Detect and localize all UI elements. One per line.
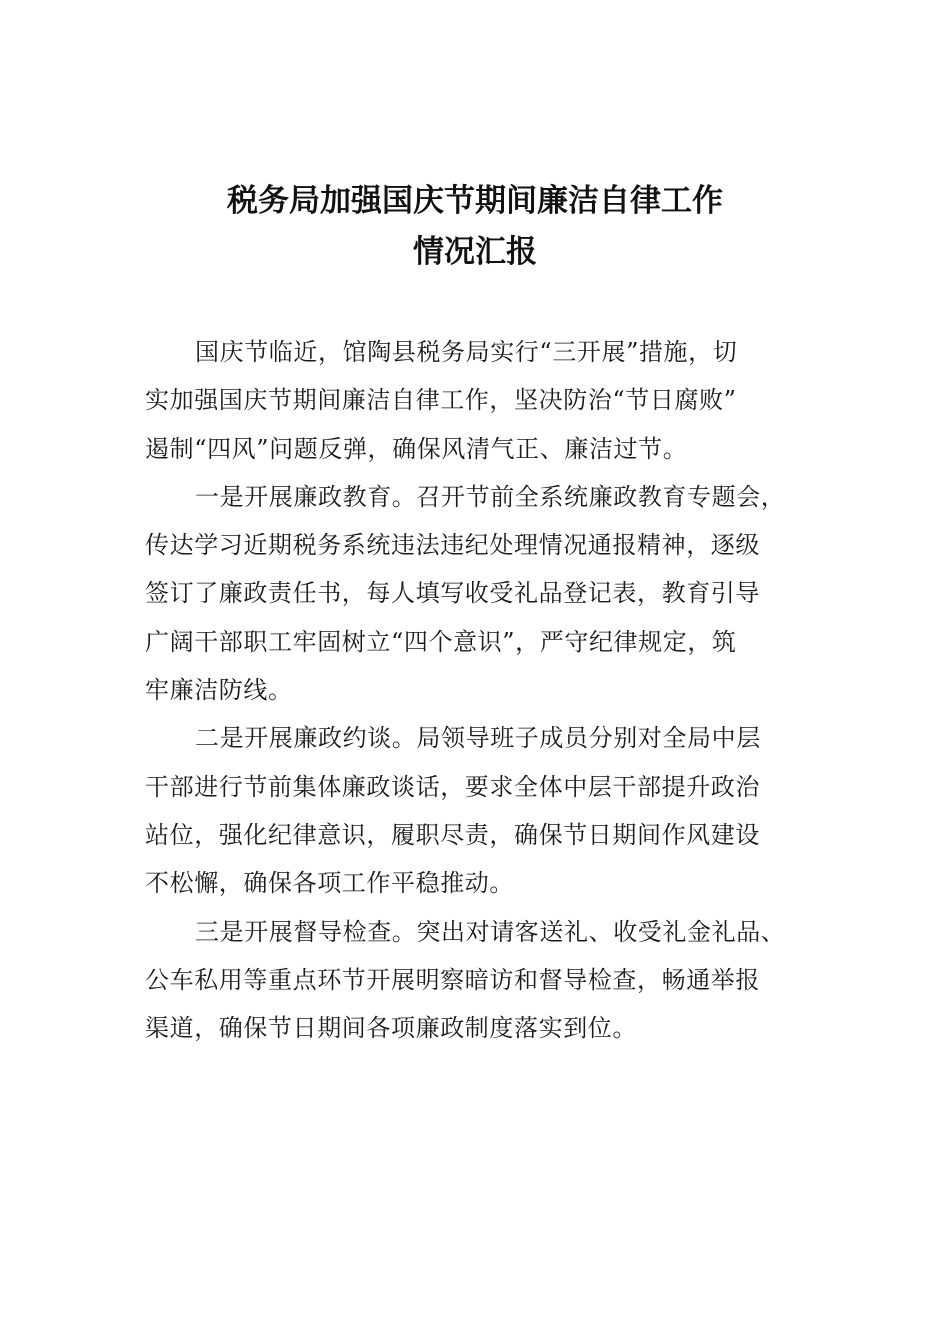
document-title	[0, 176, 950, 278]
paragraph-line: 二是开展廉政约谈。局领导班子成员分别对全局中层	[195, 724, 761, 753]
paragraph-inspection	[145, 908, 807, 1053]
paragraph-line: 广阔干部职工牢固树立“四个意识”，严守纪律规定，筑	[145, 627, 737, 656]
paragraph-line: 传达学习近期税务系统违法违纪处理情况通报精神，逐级	[145, 531, 760, 560]
paragraph-interview	[145, 714, 807, 907]
paragraph-line: 一是开展廉政教育。召开节前全系统廉政教育专题会，	[195, 482, 786, 511]
paragraph-line: 三是开展督导检查。突出对请客送礼、收受礼金礼品、	[195, 917, 786, 946]
paragraph-line: 牢廉洁防线。	[145, 676, 293, 705]
paragraph-line: 签订了廉政责任书，每人填写收受礼品登记表，教育引导	[145, 579, 760, 608]
paragraph-line: 不松懈，确保各项工作平稳推动。	[145, 869, 514, 898]
paragraph-line: 遏制“四风”问题反弹，确保风清气正、廉洁过节。	[145, 434, 688, 463]
title-line-2: 情况汇报	[413, 234, 537, 270]
paragraph-line: 国庆节临近，馆陶县税务局实行“三开展”措施，切	[195, 338, 738, 366]
paragraph-line: 公车私用等重点环节开展明察暗访和督导检查，畅通举报	[145, 965, 760, 994]
paragraph-line: 站位，强化纪律意识，履职尽责，确保节日期间作风建设	[145, 820, 760, 849]
paragraph-line: 渠道，确保节日期间各项廉政制度落实到位。	[145, 1014, 637, 1043]
paragraph-intro	[145, 328, 807, 473]
title-line-1: 税务局加强国庆节期间廉洁自律工作	[227, 183, 723, 219]
document-body	[145, 328, 807, 1052]
paragraph-line: 干部进行节前集体廉政谈话，要求全体中层干部提升政治	[145, 772, 760, 801]
paragraph-line: 实加强国庆节期间廉洁自律工作，坚决防治“节日腐败”	[145, 386, 737, 415]
paragraph-education	[145, 473, 807, 714]
